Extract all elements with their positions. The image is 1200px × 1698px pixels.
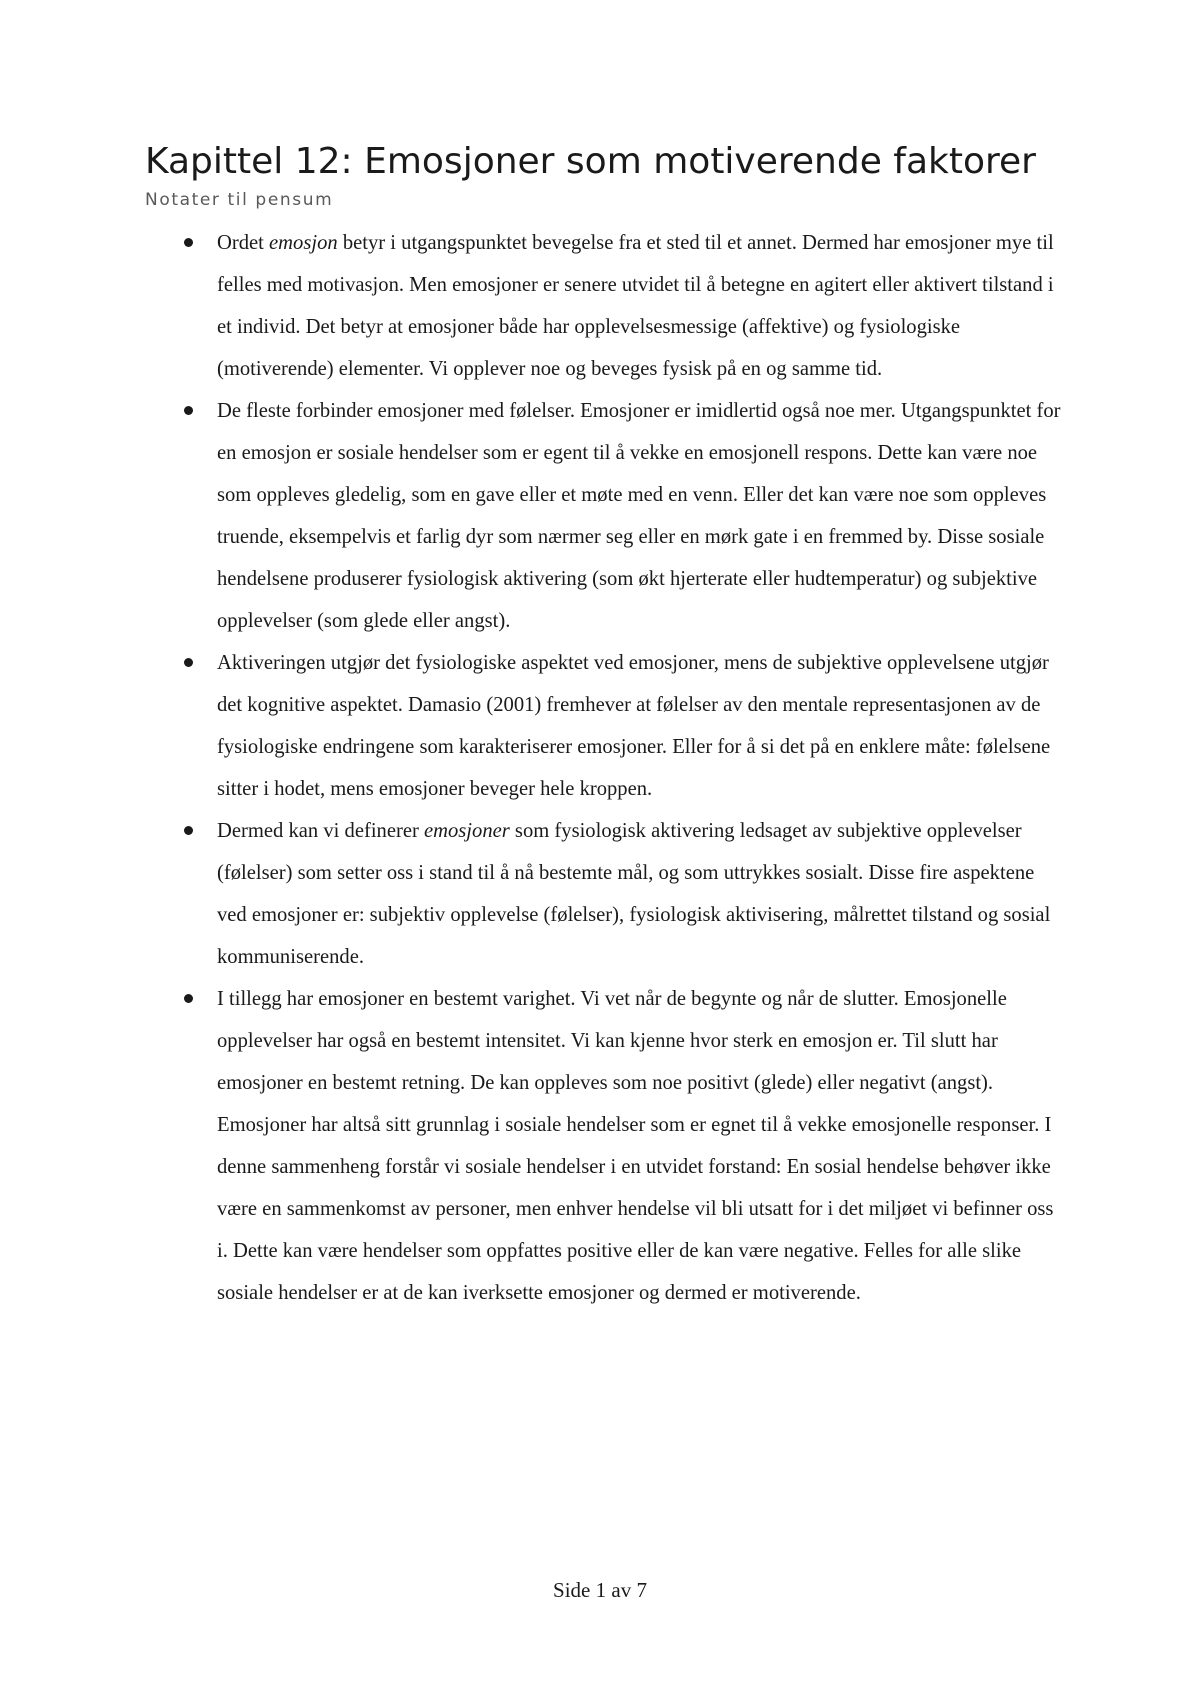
bullet-emphasis: emosjon [269,232,338,254]
bullet-emphasis: emosjoner [423,820,510,842]
bullet-item [217,222,1067,390]
bullet-text: Aktiveringen utgjør det fysiologiske aspektet ved emosjoner, mens de subjektive opplevelsene utgjør det kognitive aspektet. Damasio (2001) fremhever at følelser av den mentale representasjonen av de fysiologiske endringene som karakteriserer emosjoner. Eller for å si det på en enklere måte: følelsene sitter i hodet, mens emosjoner beveger hele kroppen. [217,652,1051,800]
document-subtitle: Notater til pensum [145,190,334,210]
bullet-text: Ordet [217,232,270,254]
bullet-item [217,642,1067,810]
bullet-text: I tillegg har emosjoner en bestemt varighet. Vi vet når de begynte og når de slutter. Emosjonelle opplevelser har også en bestemt intensitet. Vi kan kjenne hvor sterk en emosjon er. Til slutt har emosjoner en bestemt retning. De kan oppleves som noe positivt (glede) eller negativt (angst). Emosjoner har altså sitt grunnlag i sosiale hendelser som er egnet til å vekke emosjonelle responser. I denne sammenheng forstår vi sosiale hendelser i en utvidet forstand: En sosial hendelse behøver ikke være en sammenkomst av personer, men enhver hendelse vil bli utsatt for i det miljøet vi befinner oss i. Dette kan være hendelser som oppfattes positive eller de kan være negative. Felles for alle slike sosiale hendelser er at de kan iverksette emosjoner og dermed er motiverende. [217,988,1054,1304]
bullet-text: De fleste forbinder emosjoner med følelser. Emosjoner er imidlertid også noe mer. Utgangspunktet for en emosjon er sosiale hendelser som er egent til å vekke en emosjonell respons. Dette kan være noe som oppleves gledelig, som en gave eller et møte med en venn. Eller det kan være noe som oppleves truende, eksempelvis et farlig dyr som nærmer seg eller en mørk gate i en fremmed by. Disse sosiale hendelsene produserer fysiologisk aktivering (som økt hjerterate eller hudtemperatur) og subjektive opplevelser (som glede eller angst). [217,400,1061,632]
bullet-item [217,978,1067,1314]
bullet-icon [184,238,193,247]
bullet-text: som fysiologisk aktivering ledsaget av subjektive opplevelser (følelser) som setter oss i stand til å nå bestemte mål, og som uttrykkes sosialt. Disse fire aspektene ved emosjoner er: subjektiv opplevelse (følelser), fysiologisk aktivisering, målrettet tilstand og sosial kommuniserende. [217,820,1051,968]
bullet-text: Dermed kan vi definerer [217,820,424,842]
bullet-text: betyr i utgangspunktet bevegelse fra et sted til et annet. Dermed har emosjoner mye til felles med motivasjon. Men emosjoner er senere utvidet til å betegne en agitert eller aktivert tilstand i et individ. Det betyr at emosjoner både har opplevelsesmessige (affektive) og fysiologiske (motiverende) elementer. Vi opplever noe og beveges fysisk på en og samme tid. [217,232,1054,380]
document-title: Kapittel 12: Emosjoner som motiverende faktorer [145,141,1036,182]
page-number: Side 1 av 7 [553,1578,647,1602]
bullet-icon [184,406,193,415]
bullet-icon [184,994,193,1003]
bullet-list [217,222,1067,1314]
bullet-icon [184,658,193,667]
bullet-icon [184,826,193,835]
bullet-item [217,390,1067,642]
bullet-item [217,810,1067,978]
